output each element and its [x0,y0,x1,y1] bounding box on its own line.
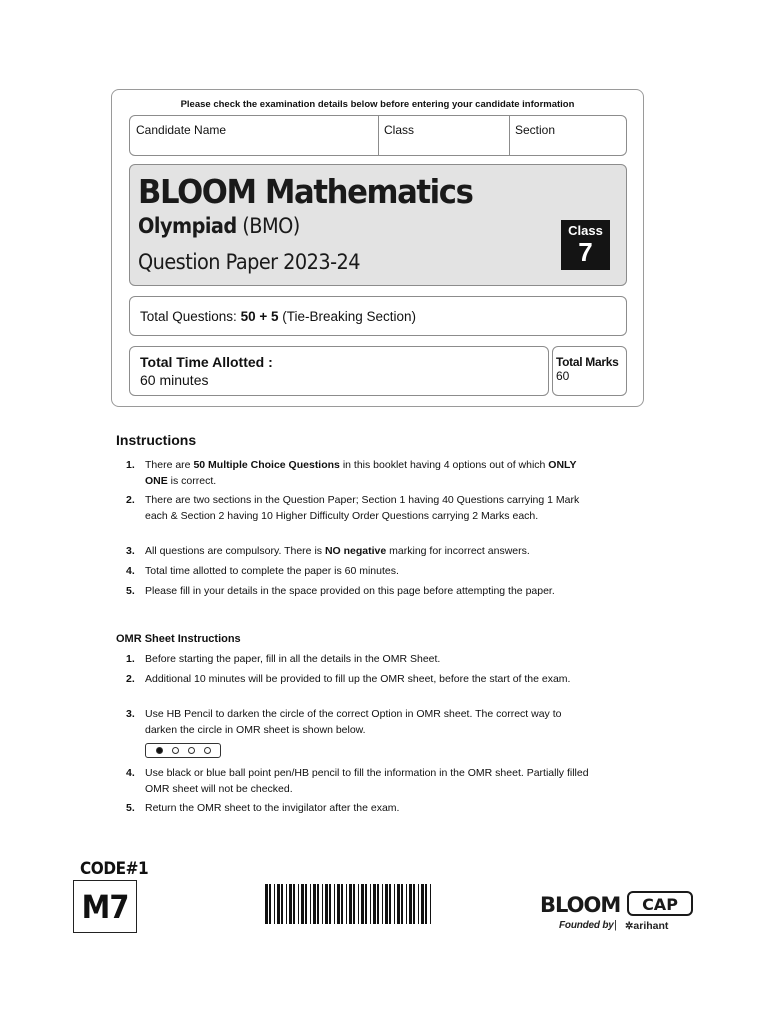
class-field[interactable] [378,116,509,155]
omr-item [126,652,596,668]
founded-by-text: Founded by [559,920,614,931]
item-number: 1. [126,653,135,665]
total-questions-text [140,309,416,324]
barcode-bar [406,884,407,924]
total-marks-title: Total Marks [556,355,619,369]
barcode-bar [310,884,311,924]
barcode-bar [274,884,275,924]
brand-cap: CAP [642,895,678,914]
item-text: Use HB Pencil to darken the circle of the correct Option in OMR sheet. The correct way to darken the circle in OMR sheet is shown below. [145,708,562,736]
total-questions-count: 50 + 5 [240,309,279,324]
barcode-bar [317,884,319,924]
exam-details-notice: Please check the examination details below before entering your candidate information [180,99,575,110]
arihant-name: arihant [633,920,669,932]
candidate-info-row [129,115,627,156]
instruction-item [126,564,596,580]
brand-name: BLOOM [540,893,621,917]
barcode-bar [370,884,371,924]
omr-item [126,707,596,738]
barcode-bar [349,884,352,924]
barcode-bar [341,884,343,924]
item-number: 2. [126,673,135,685]
barcode-bar [281,884,283,924]
emphasis: NO negative [324,545,387,557]
olympiad-word: Olympiad [138,214,237,238]
omr-heading: OMR Sheet Instructions [116,633,241,645]
text-run: is correct. [167,474,217,487]
instructions-heading: Instructions [116,432,197,448]
barcode-bar [277,884,280,924]
barcode-bar [382,884,383,924]
text-run: marking for incorrect answers. [386,545,530,557]
code-label: CODE#1 [80,859,149,879]
barcode-bar [293,884,295,924]
class-label: Class [384,123,415,137]
emphasis: 50 Multiple Choice Questions [193,459,340,471]
item-text: Please fill in your details in the space provided on this page before attempting the paper. [145,585,555,597]
omr-item [126,672,596,688]
barcode-bar [430,884,431,924]
arihant-logo [625,920,668,932]
instruction-item [126,544,596,560]
omr-sample-row [145,743,221,758]
item-number: 3. [126,545,135,557]
barcode-bar [269,884,271,924]
item-number: 1. [126,459,135,471]
barcode-bar [358,884,359,924]
barcode-bar [401,884,403,924]
barcode-bar [329,884,331,924]
bloomcap-logo [540,889,695,919]
barcode-bar [353,884,355,924]
barcode-bar [305,884,307,924]
barcode-bar [298,884,299,924]
section-field[interactable] [509,116,626,155]
text-run: in this booklet having 4 options out of which [339,459,549,471]
instruction-item [126,493,596,524]
item-text: There are two sections in the Question Paper; Section 1 having 40 Questions carrying 1 Mark each & Section 2 having 10 Higher Difficulty Order Questions carrying 2 Marks each. [145,494,580,522]
item-text: Use black or blue ball point pen/HB pencil to fill the information in the OMR sheet. Partially filled OMR sheet will not be checked. [145,767,589,795]
code-value: M7 [81,888,129,926]
total-questions-prefix: Total Questions: [140,309,241,324]
barcode-bar [397,884,400,924]
code-box [73,880,137,933]
item-number: 5. [126,585,135,597]
item-number: 4. [126,767,135,779]
item-text [145,458,596,489]
empty-bubble-icon [188,747,195,754]
separator-bar: | [614,919,617,931]
barcode-bar [265,884,268,924]
barcode-bar [425,884,427,924]
filled-bubble-icon [156,747,163,754]
class-badge [561,220,610,270]
instruction-item [126,584,596,600]
text-run: All questions are compulsory. There is [145,545,325,557]
item-text: Return the OMR sheet to the invigilator after the exam. [145,802,400,814]
paper-year: Question Paper 2023-24 [138,250,360,274]
barcode-bar [394,884,395,924]
barcode-bar [322,884,323,924]
omr-item [126,801,596,817]
item-number: 2. [126,494,135,506]
item-number: 3. [126,708,135,720]
barcode-bar [361,884,364,924]
text-run: There are [145,459,194,471]
item-text: Total time allotted to complete the paper is 60 minutes. [145,565,399,577]
omr-item [126,766,596,797]
class-badge-label: Class [568,223,603,238]
item-number: 4. [126,565,135,577]
class-badge-value: 7 [578,237,593,267]
barcode-bar [346,884,347,924]
barcode-bar [337,884,340,924]
instruction-item [126,458,596,489]
barcode-bar [373,884,376,924]
barcode-bar [413,884,415,924]
olympiad-subtitle [138,214,300,238]
section-label: Section [515,123,556,137]
total-questions-suffix: (Tie-Breaking Section) [278,309,417,324]
barcode-bar [421,884,424,924]
time-allotted-value: 60 minutes [140,372,209,388]
barcode-bar [313,884,316,924]
barcode-bar [377,884,379,924]
barcode-bar [365,884,367,924]
candidate-name-label: Candidate Name [136,123,227,137]
candidate-name-field[interactable] [130,116,378,155]
barcode-bar [286,884,287,924]
time-allotted-title: Total Time Allotted : [140,354,273,370]
barcode-icon [265,884,437,924]
barcode-bar [409,884,412,924]
barcode-bar [385,884,388,924]
empty-bubble-icon [172,747,179,754]
item-text: Before starting the paper, fill in all the details in the OMR Sheet. [145,653,441,665]
item-text: Additional 10 minutes will be provided to fill up the OMR sheet, before the start of the exam. [145,673,571,685]
exam-title: BLOOM Mathematics [138,172,473,211]
total-marks-value: 60 [556,369,570,383]
arihant-star-icon: ✲ [625,921,634,932]
barcode-bar [418,884,419,924]
empty-bubble-icon [204,747,211,754]
barcode-bar [334,884,335,924]
barcode-bar [301,884,304,924]
barcode-bar [289,884,292,924]
item-text [145,544,596,560]
barcode-bar [389,884,391,924]
barcode-bar [325,884,328,924]
emphasis: ONLY ONE [145,459,577,487]
item-number: 5. [126,802,135,814]
olympiad-abbr: (BMO) [236,214,300,238]
